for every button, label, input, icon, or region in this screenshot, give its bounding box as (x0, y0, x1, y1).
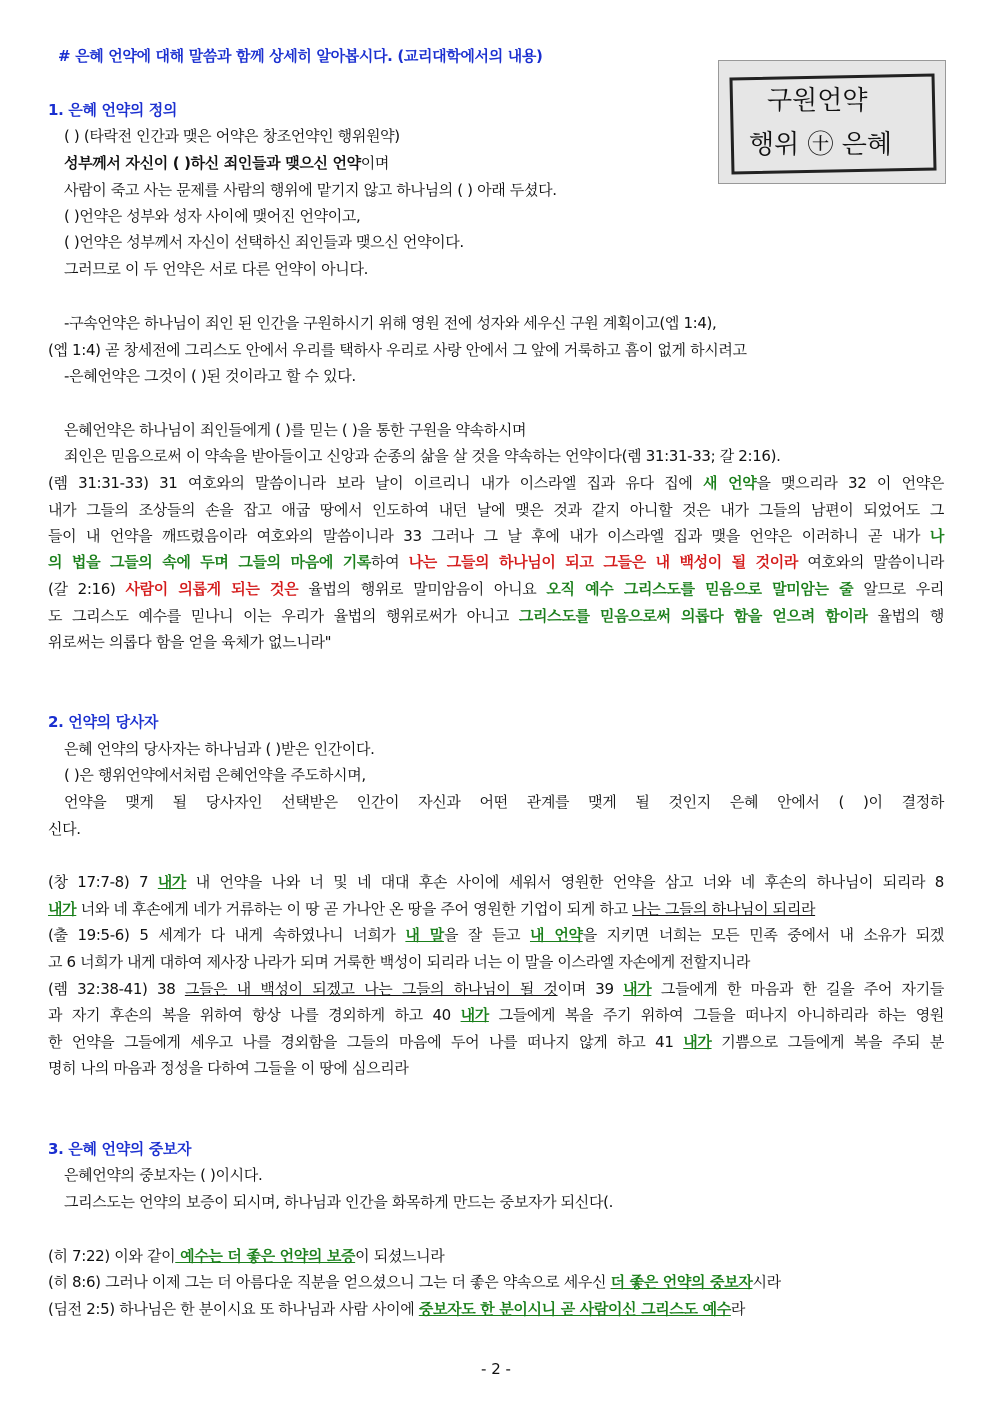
s2-line-2: ( )은 행위언약에서처럼 은혜언약을 주도하시며, (64, 766, 366, 784)
s1-line-2-bold: 성부께서 자신이 ( )하신 죄인들과 맺으신 언약 (64, 154, 361, 172)
s2-quote-line-4: 고 6 너희가 내게 대하여 제사장 나라가 되며 거룩한 백성이 되리라 너는 이 말을 이스라엘 자손에게 전할지니라 (48, 953, 751, 971)
s3-r2-green: 더 좋은 언약의 중보자 (610, 1273, 753, 1291)
s1-p5-mid: 율법의 행위로 말미암음이 아니요 (308, 580, 537, 598)
s2-q3-ref: (출 19:5-6) 5 세계가 다 내게 속하였나니 너희가 (48, 926, 396, 944)
s3-r1-green: 예수는 더 좋은 언약의 보증 (175, 1247, 356, 1265)
s2-q3-green-2: 내 언약 (529, 926, 583, 944)
s2-quote-line-5 (48, 979, 944, 999)
s1-p1-text: (렘 31:31-33) 31 여호와의 말씀이니라 보라 날이 이르리니 내가 이스라엘 집과 유다 집에 (48, 474, 693, 492)
s2-quote-line-1 (48, 872, 944, 892)
s1-p3-green: 나 (929, 527, 945, 545)
sketch-line-1: 구원언약 (767, 86, 868, 116)
s1-p3-text: 들이 내 언약을 깨뜨렸음이라 여호와의 말씀이니라 33 그러나 그 날 후에 내가 이스라엘 집과 맺을 언약은 이러하니 곧 내가 (48, 527, 921, 545)
s1-line-9: -은혜언약은 그것이 ( )된 것이라고 할 수 있다. (64, 367, 356, 385)
s2-quote-line-6 (48, 1005, 944, 1025)
s2-q1-green: 내가 (157, 873, 187, 891)
s3-r3-green: 중보자도 한 분이시니 곧 사람이신 그리스도 예수 (418, 1300, 731, 1318)
s1-p5-red: 사람이 의롭게 되는 것은 (125, 580, 299, 598)
s3-line-2: 그리스도는 언약의 보증이 되시며, 하나님과 인간을 화목하게 만드는 중보자가 되신다(. (64, 1193, 614, 1211)
s1-para-line-2: 내가 그들의 조상들의 손을 잡고 애굽 땅에서 인도하여 내던 날에 맺은 것과 같지 아니할 것은 내가 그들의 남편이 되었어도 그 (48, 501, 944, 519)
s1-line-10: 은혜언약은 하나님이 죄인들에게 ( )를 믿는 ( )을 통한 구원을 약속하시며 (64, 421, 527, 439)
s2-q7-end: 기쁨으로 그들에게 복을 주되 분 (721, 1033, 945, 1051)
s2-q1-ref: (창 17:7-8) 7 (48, 873, 149, 891)
s1-p5-green: 오직 예수 그리스도를 믿음으로 말미암는 줄 (546, 580, 854, 598)
s1-p4-red: 나는 그들의 하나님이 되고 그들은 내 백성이 될 것이라 (408, 553, 799, 571)
s1-para-line-7: 위로써는 의롭다 함을 얻을 육체가 없느니라" (48, 633, 332, 651)
s1-para-line-5 (48, 579, 944, 599)
s2-q6-end: 그들에게 복을 주기 위하여 그들을 떠나지 아니하리라 하는 영원 (498, 1006, 945, 1024)
s1-p6-text: 도 그리스도 예수를 믿나니 이는 우리가 율법의 행위로써가 아니고 (48, 607, 509, 625)
s1-line-5: ( )언약은 성부께서 자신이 선택하신 죄인들과 맺으신 언약이다. (64, 233, 464, 251)
sketch-line-2: 행위 ㊉ 은혜 (749, 130, 892, 160)
handwritten-sketch-image (718, 60, 946, 184)
s3-r1-end: 이 되셨느니라 (355, 1247, 445, 1265)
s1-para-line-3 (48, 526, 944, 546)
s3-r3-ref: (딤전 2:5) 하나님은 한 분이시요 또 하나님과 사람 사이에 (48, 1300, 415, 1318)
s2-q3-green: 내 말 (405, 926, 444, 944)
s3-ref-line-3 (48, 1299, 745, 1319)
s2-q2-underline: 나는 그들의 하나님이 되리라 (632, 900, 816, 918)
s2-q1-text: 내 언약을 나와 너 및 네 대대 후손 사이에 세워서 영원한 언약을 삼고 너와 네 후손의 하나님이 되리라 8 (195, 873, 944, 891)
s1-p5-end: 알므로 우리 (863, 580, 945, 598)
s2-line-3: 언약을 맺게 될 당사자인 선택받은 인간이 자신과 어떤 관계를 맺게 될 것인지 은혜 안에서 ( )이 결정하 (64, 793, 944, 811)
s2-q5-ref: (렘 32:38-41) 38 (48, 980, 176, 998)
s1-p5-ref: (갈 2:16) (48, 580, 116, 598)
s2-q6-text: 과 자기 후손의 복을 위하여 항상 나를 경외하게 하고 40 (48, 1006, 451, 1024)
s2-q7-green: 내가 (683, 1033, 712, 1051)
s1-para-line-1 (48, 473, 944, 493)
s3-r1-ref: (히 7:22) 이와 같이 (48, 1247, 176, 1265)
s2-q3-end: 을 지키면 너희는 모든 민족 중에서 내 소유가 되겠 (582, 926, 945, 944)
s1-line-4: ( )언약은 성부와 성자 사이에 맺어진 언약이고, (64, 207, 361, 225)
s1-p4-green: 의 법을 그들의 속에 두며 그들의 마음에 기록 (48, 553, 372, 571)
s3-r2-ref: (히 8:6) 그러나 이제 그는 더 아름다운 직분을 얻으셨으니 그는 더 좋은 약속으로 세우신 (48, 1273, 607, 1291)
s3-line-1: 은혜언약의 중보자는 ( )이시다. (64, 1166, 263, 1184)
s1-p6-end: 율법의 행 (877, 607, 944, 625)
page-title: # 은혜 언약에 대해 말씀과 함께 상세히 알아봅시다. (교리대학에서의 내용) (58, 47, 543, 65)
s1-line-7: -구속언약은 하나님이 죄인 된 인간을 구원하시기 위해 영원 전에 성자와 세우신 구원 계획이고(엡 1:4), (64, 314, 717, 332)
s3-r2-end: 시라 (752, 1273, 781, 1291)
s1-para-line-6 (48, 606, 944, 626)
s1-line-11: 죄인은 믿음으로써 이 약속을 받아들이고 신앙과 순종의 삶을 살 것을 약속하는 언약이다(렘 31:31-33; 갈 2:16). (64, 447, 781, 465)
page-number: - 2 - (481, 1360, 511, 1378)
s1-line-2-end: 이며 (360, 154, 390, 172)
s1-p4-mid: 하여 (371, 553, 400, 571)
s3-ref-line-1 (48, 1246, 444, 1266)
s2-q5-mid: 이며 39 (557, 980, 614, 998)
s2-q3-mid: 을 잘 듣고 (443, 926, 521, 944)
s2-q5-green: 내가 (623, 980, 652, 998)
s1-p1-green: 새 언약 (702, 474, 757, 492)
s2-quote-line-8: 명히 나의 마음과 정성을 다하여 그들을 이 땅에 심으리라 (48, 1059, 409, 1077)
s1-p1-end: 을 맺으리라 32 이 언약은 (756, 474, 944, 492)
s1-line-2 (64, 153, 389, 173)
s1-p4-end: 여호와의 말씀이니라 (807, 553, 945, 571)
section-2-heading: 2. 언약의 당사자 (48, 713, 159, 731)
section-1-heading: 1. 은혜 언약의 정의 (48, 101, 178, 119)
s3-ref-line-2 (48, 1272, 781, 1292)
s1-p6-green: 그리스도를 믿음으로써 의롭다 함을 얻으려 함이라 (518, 607, 868, 625)
s1-line-8: (엡 1:4) 곧 창세전에 그리스도 안에서 우리를 택하사 우리로 사랑 안에서 그 앞에 거룩하고 흠이 없게 하시려고 (48, 341, 747, 359)
s1-line-3: 사람이 죽고 사는 문제를 사람의 행위에 맡기지 않고 하나님의 ( ) 아래 두셨다. (64, 181, 557, 199)
s2-q2-text: 너와 네 후손에게 네가 거류하는 이 땅 곧 가나안 온 땅을 주어 영원한 기업이 되게 하고 (80, 900, 628, 918)
s2-quote-line-2 (48, 899, 815, 919)
s1-line-1: ( ) (타락전 인간과 맺은 어약은 창조언약인 행위원약) (64, 127, 400, 145)
handwritten-note-icon (719, 61, 945, 183)
section-3-heading: 3. 은혜 언약의 중보자 (48, 1140, 192, 1158)
s2-q7-text: 한 언약을 그들에게 세우고 나를 경외함을 그들의 마음에 두어 나를 떠나지 않게 하고 41 (48, 1033, 674, 1051)
s2-q2-green: 내가 (48, 900, 77, 918)
s3-r3-end: 라 (730, 1300, 745, 1318)
s1-line-6: 그러므로 이 두 언약은 서로 다른 언약이 아니다. (64, 260, 369, 278)
s1-para-line-4 (48, 552, 944, 572)
s2-q5-underline: 그들은 내 백성이 되겠고 나는 그들의 하나님이 될 것 (184, 980, 558, 998)
s2-quote-line-3 (48, 925, 944, 945)
s2-line-4: 신다. (48, 820, 81, 838)
s2-line-1: 은혜 언약의 당사자는 하나님과 ( )받은 인간이다. (64, 740, 375, 758)
s2-quote-line-7 (48, 1032, 944, 1052)
s2-q6-green: 내가 (460, 1006, 489, 1024)
s2-q5-end: 그들에게 한 마음과 한 길을 주어 자기들 (660, 980, 944, 998)
